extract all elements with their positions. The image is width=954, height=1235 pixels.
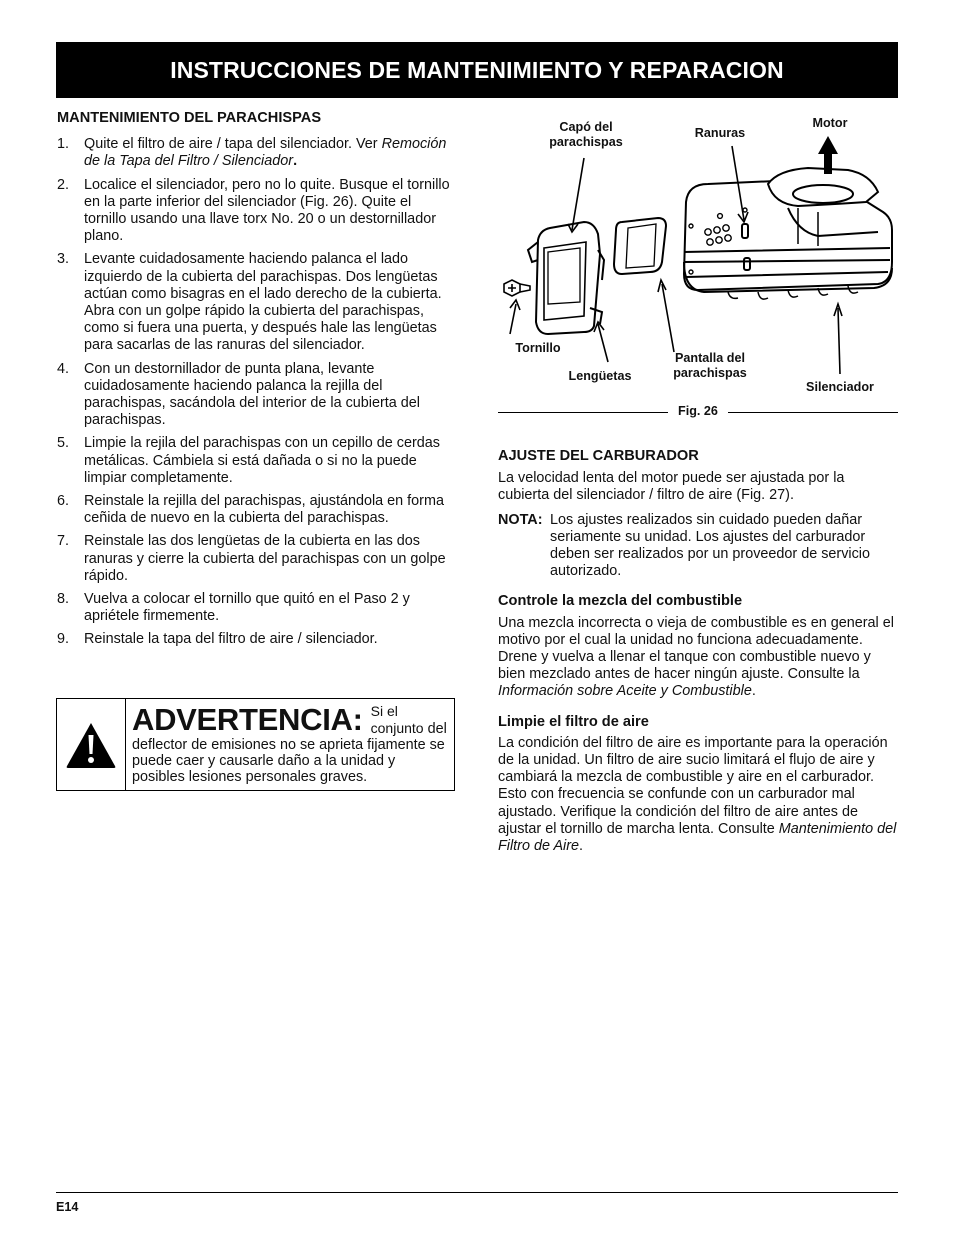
label-silenciador: Silenciador <box>806 380 874 394</box>
label-motor: Motor <box>812 116 848 130</box>
list-item <box>57 631 455 648</box>
air-filter-reference: Mantenimiento del Filtro de Aire <box>498 820 897 855</box>
warning-title: ADVERTENCIA: <box>132 702 363 737</box>
warning-body: del deflector de emisiones no se aprieta fijamente se puede caer y causarle daño a la unidad y posibles lesiones personales graves. <box>132 721 447 785</box>
note-text: Los ajustes realizados sin cuidado pueden dañar seriamente su unidad. Los ajustes del carburador deben ser realizados por un proveedor de servicio autorizado. <box>550 511 870 580</box>
step-number: 9. <box>57 631 70 648</box>
carburetor-intro: La velocidad lenta del motor puede ser ajustada por la cubierta del silenciador / filtro de aire (Fig. 27). <box>498 470 845 504</box>
step-number: 3. <box>57 251 70 268</box>
fuel-mix-heading: Controle la mezcla del combustible <box>498 593 743 610</box>
step-text: Levante cuidadosamente haciendo palanca el lado izquierdo de la cubierta del parachispas. Dos lengüetas actúan como bisagras en el lado derecho de la cubierta. Abra con un golpe rápido la cubierta del parachispas, como si fuera una puerta, y después hale las lengüetas para sacarlas de las ranuras del silenciador. <box>84 251 442 354</box>
step-text: Vuelva a colocar el tornillo que quitó en el Paso 2 y apriétele firmemente. <box>84 591 410 625</box>
step-text: Reinstale la tapa del filtro de aire / silenciador. <box>84 631 378 648</box>
caption-rule-right <box>728 412 898 413</box>
spark-arrester-heading: MANTENIMIENTO DEL PARACHISPAS <box>57 110 322 126</box>
step-number: 1. <box>57 136 70 153</box>
fuel-mix-body: Una mezcla incorrecta o vieja de combustible es en general el motivo por el cual la unidad no funciona adecuadamente. Drene y vuelva a llenar el tanque con combustible nuevo y bien mezclado antes de hacer ningún ajuste. Consulte la <box>498 614 894 683</box>
air-filter-end: . <box>579 838 584 855</box>
step-number: 7. <box>57 533 70 550</box>
step-text: Reinstale la rejilla del parachispas, ajustándola en forma ceñida de nuevo en la cubierta del parachispas. <box>84 493 444 527</box>
label-ranuras: Ranuras <box>694 126 746 140</box>
step-reference: Remoción de la Tapa del Filtro / Silenciador <box>84 136 447 170</box>
list-item <box>57 361 455 430</box>
list-item <box>57 251 455 354</box>
label-lenguetas: Lengüetas <box>568 369 632 383</box>
step-text: Localice el silenciador, pero no lo quite. Busque el tornillo en la parte inferior del silenciador (Fig. 26). Quite el tornillo usando una llave torx No. 20 o un destornillador plano. <box>84 176 450 245</box>
caption-rule-left <box>498 412 668 413</box>
left-column <box>57 110 455 655</box>
figure-26 <box>498 112 898 422</box>
step-text: Reinstale las dos lengüetas de la cubierta en las dos ranuras y cierre la cubierta del parachispas con un golpe rápido. <box>84 533 446 584</box>
fuel-mix-end: . <box>751 683 756 700</box>
step-number: 6. <box>57 493 70 510</box>
list-item <box>57 435 455 487</box>
list-item <box>57 177 455 246</box>
footer-rule <box>56 1192 898 1193</box>
carburetor-heading: AJUSTE DEL CARBURADOR <box>498 448 699 464</box>
right-column <box>498 448 898 855</box>
label-tornillo: Tornillo <box>515 341 561 355</box>
step-text: Con un destornillador de punta plana, levante cuidadosamente haciendo palanca la rejilla del parachispas, sacándola del interior de la cubierta del parachispas. <box>84 360 420 429</box>
step-number: 5. <box>57 435 70 452</box>
page-title: INSTRUCCIONES DE MANTENIMIENTO Y REPARACION <box>170 56 784 83</box>
step-text: Quite el filtro de aire / tapa del silenciador. Ver <box>84 136 382 153</box>
air-filter-heading: Limpie el filtro de aire <box>498 713 649 730</box>
figure-caption-text: Fig. 26 <box>678 404 718 418</box>
warning-box <box>56 698 455 791</box>
page-number: E14 <box>56 1200 79 1214</box>
figure-caption <box>498 404 898 420</box>
section-banner <box>56 42 898 98</box>
label-capo: Capó del parachispas <box>549 120 623 149</box>
warning-text <box>126 699 454 790</box>
warning-triangle-icon <box>64 720 118 770</box>
steps-list <box>57 136 455 648</box>
note-label: NOTA: <box>498 511 543 528</box>
list-item <box>57 136 455 170</box>
step-number: 8. <box>57 591 70 608</box>
warning-icon-cell <box>57 699 126 790</box>
step-number: 4. <box>57 360 70 377</box>
air-filter-text <box>498 735 898 855</box>
warning-lead: Si el conjunto <box>370 703 424 736</box>
air-filter-body: La condición del filtro de aire es importante para la operación de la unidad. Un filtro de aire sucio limitará el flujo de aire y cambiará la mezcla de combustible y aire en el carburador. Esto con frecuencia se confunde con un carburador mal ajustado. Verifique la condición del filtro de aire antes de ajustar el tornillo de marcha lenta. Consulte <box>498 734 888 837</box>
list-item <box>57 533 455 585</box>
step-number: 2. <box>57 176 70 193</box>
list-item <box>57 591 455 625</box>
label-pantalla: Pantalla del parachispas <box>673 351 747 380</box>
step-end: . <box>293 153 298 170</box>
fuel-mix-text <box>498 615 898 701</box>
note-block <box>498 512 898 581</box>
list-item <box>57 493 455 527</box>
fuel-mix-reference: Información sobre Aceite y Combustible <box>498 683 752 700</box>
step-text: Limpie la rejila del parachispas con un cepillo de cerdas metálicas. Cámbiela si está dañada o si no la puede limpiar completamente. <box>84 435 440 486</box>
